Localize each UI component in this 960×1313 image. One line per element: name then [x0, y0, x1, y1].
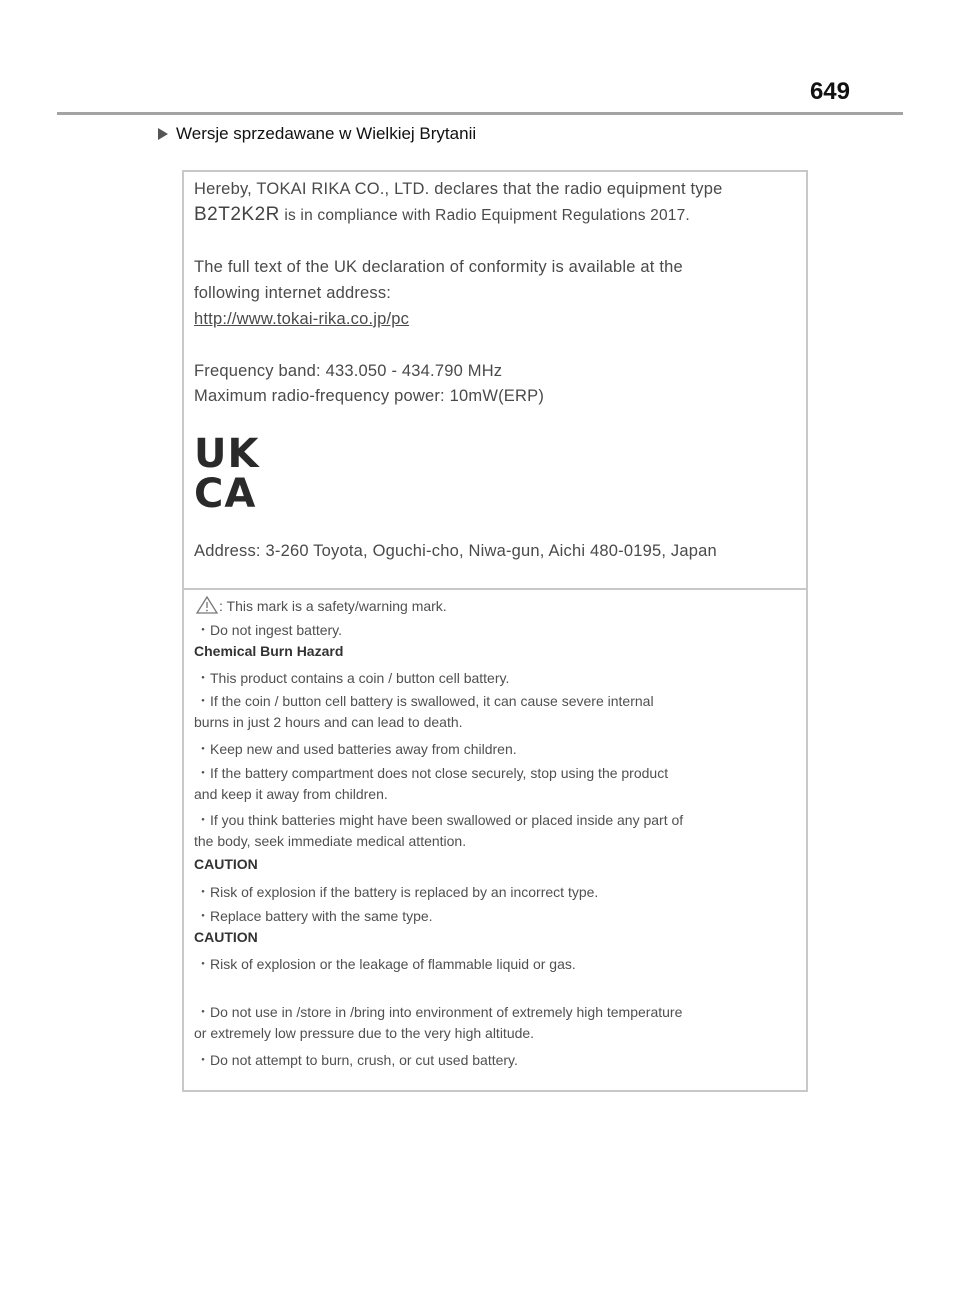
- fulltext-line-2: following internet address:: [194, 284, 392, 302]
- warning-mark-line: [196, 596, 447, 614]
- warning-triangle-icon: [196, 596, 218, 614]
- declaration-url: http://www.tokai-rika.co.jp/pc: [194, 310, 410, 328]
- max-power: Maximum radio-frequency power: 10mW(ERP): [194, 387, 545, 405]
- frequency-band: Frequency band: 433.050 - 434.790 MHz: [194, 362, 503, 380]
- chem-item-2a: ・If the coin / button cell battery is swallowed, it can cause severe internal: [196, 693, 654, 709]
- chem-item-2b: burns in just 2 hours and can lead to death.: [194, 714, 463, 730]
- label-declaration-section: [184, 172, 806, 590]
- caution2-item-3: ・Do not attempt to burn, crush, or cut used battery.: [196, 1052, 518, 1068]
- declaration-line-2-rest: is in compliance with Radio Equipment Regulations 2017.: [284, 207, 690, 224]
- header-rule: [57, 112, 903, 115]
- caution-heading-2: CAUTION: [194, 929, 258, 945]
- declaration-line-1: Hereby, TOKAI RIKA CO., LTD. declares that the radio equipment type: [194, 180, 723, 198]
- compliance-label: [182, 170, 808, 1092]
- caution2-item-1: ・Risk of explosion or the leakage of flammable liquid or gas.: [196, 956, 576, 972]
- ukca-mark-line-1: UK: [194, 431, 260, 477]
- chem-item-4b: and keep it away from children.: [194, 786, 388, 802]
- caution-heading-1: CAUTION: [194, 856, 258, 872]
- caution2-item-2a: ・Do not use in /store in /bring into environment of extremely high temperature: [196, 1004, 683, 1020]
- triangle-right-icon: [158, 128, 168, 140]
- manufacturer-address: Address: 3-260 Toyota, Oguchi-cho, Niwa-gun, Aichi 480-0195, Japan: [194, 542, 717, 560]
- page-number: 649: [809, 78, 850, 105]
- ukca-mark-line-2: CA: [194, 471, 257, 517]
- chem-item-1: ・This product contains a coin / button cell battery.: [196, 670, 510, 686]
- chem-item-3: ・Keep new and used batteries away from children.: [196, 741, 517, 757]
- caution2-item-2b: or extremely low pressure due to the very high altitude.: [194, 1025, 535, 1041]
- chem-item-4a: ・If the battery compartment does not close securely, stop using the product: [196, 765, 669, 781]
- no-ingest: ・Do not ingest battery.: [196, 622, 343, 638]
- caution1-item-2: ・Replace battery with the same type.: [196, 908, 433, 924]
- ukca-mark: [194, 431, 260, 517]
- chem-item-5b: the body, seek immediate medical attention.: [194, 833, 467, 849]
- warning-mark-text: : This mark is a safety/warning mark.: [219, 598, 447, 614]
- caution1-item-1: ・Risk of explosion if the battery is replaced by an incorrect type.: [196, 884, 599, 900]
- model-number: B2T2K2R: [194, 204, 280, 225]
- declaration-line-2: [194, 204, 690, 226]
- chemical-burn-heading: Chemical Burn Hazard: [194, 643, 344, 659]
- section-heading: [158, 124, 476, 144]
- chem-item-5a: ・If you think batteries might have been swallowed or placed inside any part of: [196, 812, 684, 828]
- section-heading-text: Wersje sprzedawane w Wielkiej Brytanii: [176, 124, 477, 143]
- fulltext-line-1: The full text of the UK declaration of conformity is available at the: [194, 258, 683, 276]
